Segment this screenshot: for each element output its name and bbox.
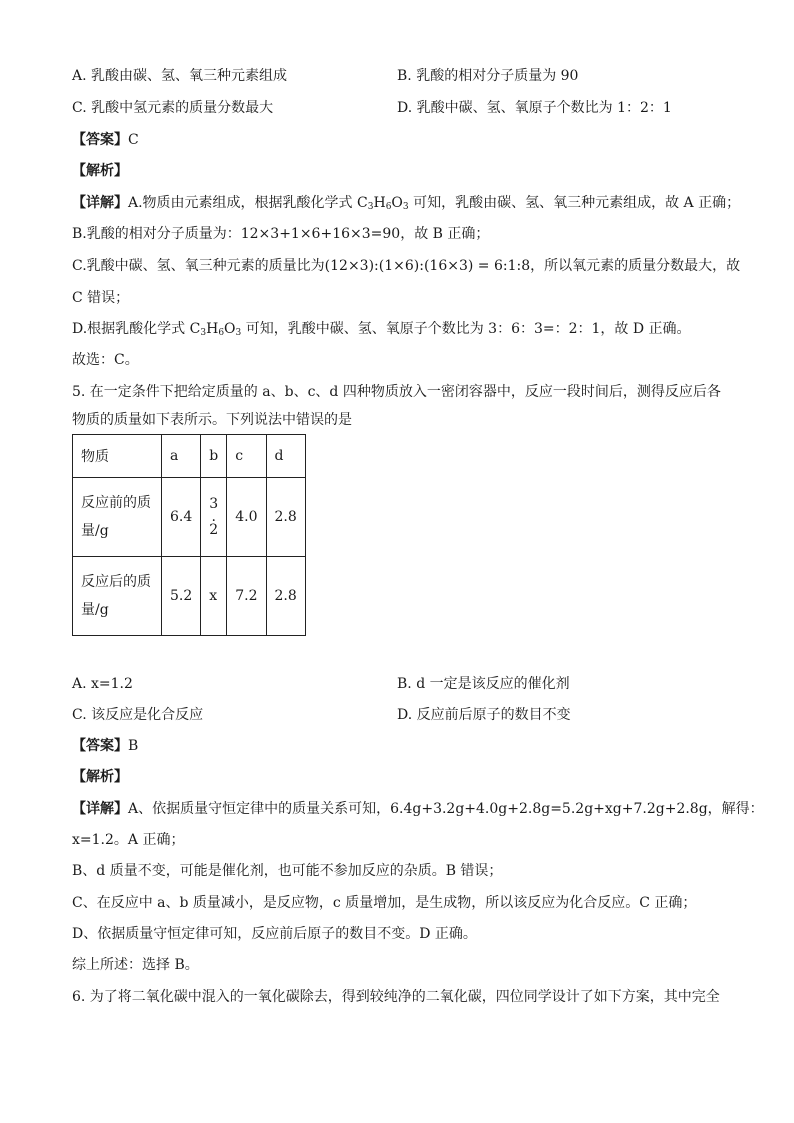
answer-label: 【答案】 [72, 132, 128, 148]
q4-analysis-label: 【解析】 [72, 163, 128, 179]
q6-stem-line-1: 6. 为了将二氧化碳中混入的一氧化碳除去，得到较纯净的二氧化碳，四位同学设计了如下方案，其中完全 [72, 989, 720, 1005]
q5-stem-line-2: 物质的质量如下表所示。下列说法中错误的是 [72, 412, 352, 428]
mass-table [72, 434, 306, 636]
q4-detail-c [72, 256, 740, 276]
q5-detail-d: D、依据质量守恒定律可知，反应前后原子的数目不变。D 正确。 [72, 926, 477, 942]
q5-option-c: C. 该反应是化合反应 [72, 707, 204, 723]
q5-option-a: A. x=1.2 [72, 676, 133, 692]
q5-detail-a [72, 799, 764, 819]
table-row [73, 478, 306, 557]
q5-option-b: B. d 一定是该反应的催化剂 [397, 676, 570, 692]
q4-detail-b: B.乳酸的相对分子质量为：12×3+1×6+16×3=90，故 B 正确； [72, 226, 490, 242]
detail-c-post: ，所以氧元素的质量分数最大，故 [530, 258, 741, 274]
detail-a-post: 可知，乳酸由碳、氢、氧三种元素组成，故 A 正确； [408, 195, 741, 211]
q4-option-d: D. 乳酸中碳、氢、氧原子个数比为 1：2：1 [397, 100, 672, 116]
table-cell: 2.8 [266, 478, 305, 557]
answer-label: 【答案】 [72, 738, 128, 754]
table-cell: 7.2 [227, 557, 266, 636]
q5-detail-c: C、在反应中 a、b 质量减小，是反应物，c 质量增加，是生成物，所以该反应为化合反应。C 正确； [72, 895, 697, 911]
table-cell: 4.0 [227, 478, 266, 557]
q4-option-b: B. 乳酸的相对分子质量为 90 [397, 68, 579, 84]
table-header-cell: d [266, 435, 305, 478]
table-row-label: 反应后的质 量/g [73, 557, 162, 636]
q5-conclusion: 综上所述：选择 B。 [72, 957, 199, 973]
table-cell: 5.2 [162, 557, 201, 636]
table-row-label: 反应前的质 量/g [73, 478, 162, 557]
mass-ratio-expression: (12×3):(1×6):(16×3) = 6:1:8 [324, 258, 531, 274]
formula: $C_3H_6O_3$ [189, 321, 242, 338]
detail-c-pre: C.乳酸中碳、氢、氧三种元素的质量比为 [72, 258, 325, 274]
table-cell: 6.4 [162, 478, 201, 557]
detail-d-pre: D.根据乳酸化学式 [72, 321, 190, 337]
q4-option-a: A. 乳酸由碳、氢、氧三种元素组成 [72, 68, 288, 84]
q5-analysis-label: 【解析】 [72, 769, 128, 785]
detail-a-pre: A.物质由元素组成，根据乳酸化学式 [128, 195, 358, 211]
q4-detail-d [72, 319, 691, 343]
table-header-row [73, 435, 306, 478]
q4-detail-a [72, 193, 740, 217]
table-header-cell: b [201, 435, 227, 478]
q4-answer [72, 130, 139, 150]
q4-detail-c-cont: C 错误； [72, 290, 130, 306]
table-header-cell: 物质 [73, 435, 162, 478]
detail-d-post: 可知，乳酸中碳、氢、氧原子个数比为 3：6：3=：2：1，故 D 正确。 [241, 321, 691, 337]
q4-conclusion: 故选：C。 [72, 352, 139, 368]
table-header-cell: c [227, 435, 266, 478]
answer-value: C [128, 132, 139, 148]
answer-value: B [128, 738, 139, 754]
q4-option-c: C. 乳酸中氢元素的质量分数最大 [72, 100, 274, 116]
table-cell: 2.8 [266, 557, 305, 636]
table-row [73, 557, 306, 636]
table-cell: x [201, 557, 227, 636]
detail-a-line-1: A、依据质量守恒定律中的质量关系可知，6.4g+3.2g+4.0g+2.8g=5.2g+xg+7.2g+2.8g，解得： [128, 801, 764, 817]
detail-label: 【详解】 [72, 195, 128, 211]
q5-option-d: D. 反应前后原子的数目不变 [397, 707, 571, 723]
q5-detail-b: B、d 质量不变，可能是催化剂，也可能不参加反应的杂质。B 错误； [72, 863, 503, 879]
q5-answer [72, 736, 138, 756]
formula: $C_3H_6O_3$ [357, 195, 409, 212]
detail-label: 【详解】 [72, 801, 128, 817]
q5-stem-line-1: 5. 在一定条件下把给定质量的 a、b、c、d 四种物质放入一密闭容器中，反应一段时间后，测得反应后各 [72, 384, 721, 400]
table-cell-wrapped: 3 . 2 [201, 478, 227, 557]
table-header-cell: a [162, 435, 201, 478]
q5-detail-a-cont: x=1.2。A 正确； [72, 832, 185, 848]
